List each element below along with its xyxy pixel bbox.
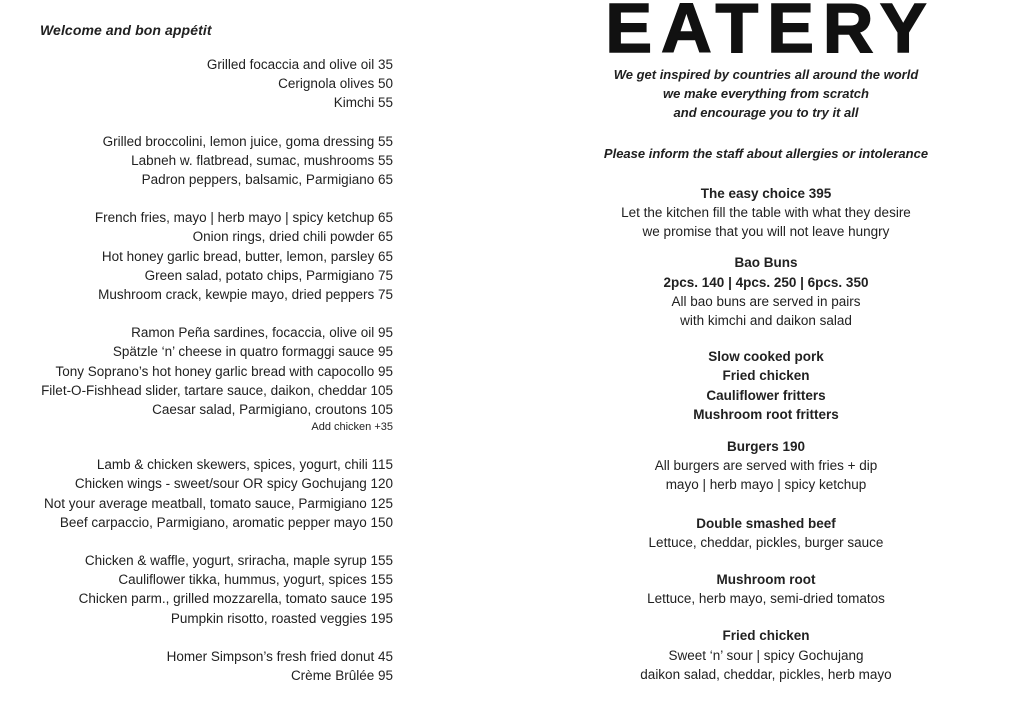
menu-item: Chicken parm., grilled mozzarella, tomato sauce 195: [78, 591, 393, 607]
section-line: Lettuce, cheddar, pickles, burger sauce: [648, 534, 884, 550]
menu-group: [40, 551, 393, 628]
menu-section: [600, 437, 932, 495]
menu-section: [600, 626, 932, 684]
tagline-line: We get inspired by countries all around the world: [613, 67, 919, 82]
menu-item-note: Add chicken +35: [311, 421, 393, 434]
menu-section: [600, 347, 932, 424]
section-title: Mushroom root: [716, 572, 816, 588]
menu-group: [40, 132, 393, 190]
section-line: Sweet ‘n’ sour | spicy Gochujang: [668, 647, 864, 663]
menu-item: Caesar salad, Parmigiano, croutons 105: [152, 402, 393, 418]
menu-item: Homer Simpson’s fresh fried donut 45: [166, 648, 393, 664]
menu-item: Spätzle ‘n’ cheese in quatro formaggi sauce 95: [112, 344, 393, 360]
menu-group: [40, 323, 393, 436]
menu-item: Cerignola olives 50: [278, 76, 393, 92]
section-bold-line: Mushroom root fritters: [693, 406, 839, 422]
section-title: Bao Buns: [734, 255, 798, 271]
menu-group: [40, 455, 393, 532]
right-column: [600, 0, 936, 684]
menu-item: Pumpkin risotto, roasted veggies 195: [170, 610, 393, 626]
menu-item: Labneh w. flatbread, sumac, mushrooms 55: [131, 152, 393, 168]
section-title: Burgers 190: [726, 439, 806, 455]
menu-sections: [600, 184, 932, 684]
menu-item: Cauliflower tikka, hummus, yogurt, spices 155: [118, 572, 393, 588]
menu-item: Beef carpaccio, Parmigiano, aromatic pepper mayo 150: [59, 514, 393, 530]
menu-item: Hot honey garlic bread, butter, lemon, parsley 65: [101, 248, 393, 264]
section-line: mayo | herb mayo | spicy ketchup: [665, 477, 867, 493]
tagline-line: we make everything from scratch: [663, 86, 869, 102]
menu-item: Crème Brûlée 95: [290, 668, 393, 684]
section-line: Lettuce, herb mayo, semi-dried tomatos: [647, 591, 885, 607]
allergy-note: Please inform the staff about allergies or intolerance: [603, 145, 929, 161]
menu-item: Padron peppers, balsamic, Parmigiano 65: [141, 172, 393, 188]
section-title: Fried chicken: [722, 628, 810, 644]
menu-section: [600, 570, 932, 608]
tagline-line: and encourage you to try it all: [673, 105, 859, 121]
section-line: we promise that you will not leave hungry: [642, 224, 890, 240]
menu-item: Green salad, potato chips, Parmigiano 75: [144, 267, 393, 283]
menu-item: Chicken & waffle, yogurt, sriracha, maple syrup 155: [84, 553, 393, 569]
menu-item: Ramon Peña sardines, focaccia, olive oil 95: [131, 325, 393, 341]
tagline: [600, 65, 932, 123]
section-line: with kimchi and daikon salad: [680, 313, 852, 329]
section-bold-line: Slow cooked pork: [708, 349, 824, 365]
section-line: All burgers are served with fries + dip: [654, 458, 878, 474]
section-line: daikon salad, cheddar, pickles, herb mayo: [640, 666, 892, 682]
menu-item: Grilled broccolini, lemon juice, goma dressing 55: [102, 133, 393, 149]
menu-group: [40, 208, 393, 304]
menu-item: Chicken wings - sweet/sour OR spicy Gochujang 120: [74, 476, 393, 492]
menu-item: Tony Soprano’s hot honey garlic bread with capocollo 95: [55, 363, 393, 379]
section-line: All bao buns are served in pairs: [671, 293, 861, 309]
menu-item: Grilled focaccia and olive oil 35: [206, 57, 393, 72]
section-title: Double smashed beef: [696, 515, 836, 531]
section-title: The easy choice 395: [700, 185, 832, 201]
menu-group: [40, 55, 393, 113]
menu-item: Lamb & chicken skewers, spices, yogurt, chili 115: [96, 457, 393, 473]
left-menu-groups: [40, 55, 393, 685]
menu-section: [600, 253, 932, 330]
welcome-heading: Welcome and bon appétit: [40, 22, 212, 38]
left-column: [40, 21, 393, 685]
menu-section: [600, 514, 932, 552]
menu-item: French fries, mayo | herb mayo | spicy ketchup 65: [94, 210, 393, 226]
section-line: Let the kitchen fill the table with what they desire: [621, 205, 911, 221]
menu-item: Not your average meatball, tomato sauce, Parmigiano 125: [44, 495, 393, 511]
menu-item: Onion rings, dried chili powder 65: [192, 229, 393, 245]
section-subtitle: 2pcs. 140 | 4pcs. 250 | 6pcs. 350: [663, 274, 869, 290]
section-bold-line: Fried chicken: [722, 368, 810, 384]
menu-section: [600, 184, 932, 242]
menu-item: Kimchi 55: [333, 95, 393, 111]
menu-item: Filet-O-Fishhead slider, tartare sauce, daikon, cheddar 105: [41, 382, 393, 398]
section-bold-line: Cauliflower fritters: [706, 387, 826, 403]
restaurant-logo: EATERY: [605, 0, 936, 67]
menu-item: Mushroom crack, kewpie mayo, dried peppers 75: [98, 287, 393, 303]
menu-group: [40, 647, 393, 685]
